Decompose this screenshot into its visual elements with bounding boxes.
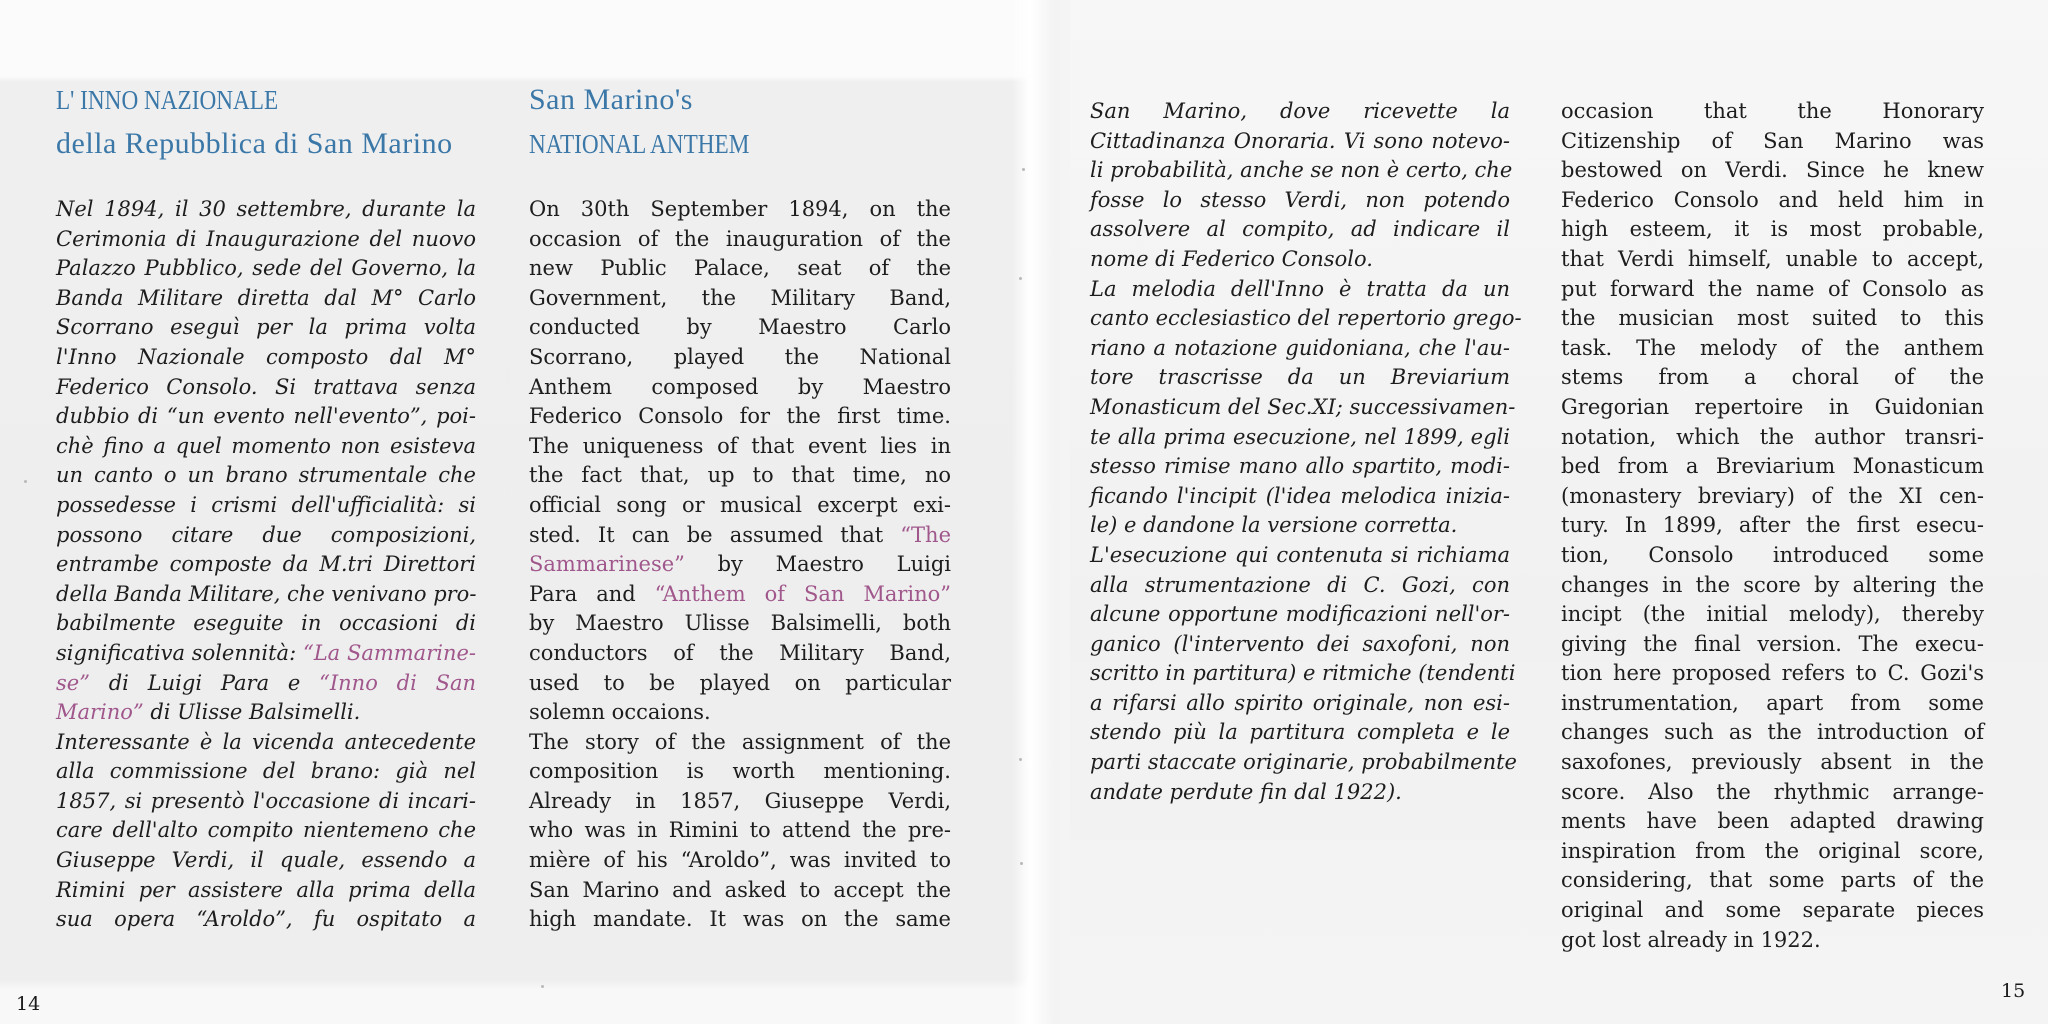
line-text: The uniqueness of that event lies in [529,433,951,458]
text-line [529,846,951,876]
line-text: by Maestro Ulisse Balsimelli, both [529,611,951,636]
line-text: considering, that some parts of the [1561,868,1984,893]
text-line [56,787,476,817]
text-line [529,373,951,403]
text-line [1090,630,1510,660]
text-line [1561,571,1984,601]
line-text: high esteem, it is most probable, [1561,217,1984,242]
text-line [529,432,951,462]
italian-column-2 [1090,97,1522,807]
paper-speck [24,480,27,483]
line-text: official song or musical excerpt exi- [529,492,951,517]
line-text: instrumentation, apart from some [1561,690,1984,715]
line-text: saxofones, previously absent in the [1561,750,1984,775]
line-text: a rifarsi allo spirito originale, non esi- [1090,690,1510,715]
line-text: assolvere al compito, ad indicare il [1090,217,1510,242]
line-text: Cerimonia di Inaugurazione del nuovo [56,226,476,251]
line-text: (monastery breviary) of the XI cen- [1561,483,1984,508]
text-line [1561,334,1984,364]
text-line [1561,156,1984,186]
text-line [1561,304,1984,334]
line-text: stesso rimise mano allo spartito, modi- [1090,454,1510,479]
text-line [56,580,476,610]
text-line [56,757,476,787]
text-line [56,728,476,758]
text-line [1561,186,1984,216]
text-line [529,343,951,373]
text-line [1090,748,1517,778]
line-text: possono citare due composizioni, [56,522,476,547]
line-text: new Public Palace, seat of the [529,256,951,281]
line-text: ficando l'incipit (l'idea melodica inizia- [1090,483,1510,508]
text-line [1090,452,1510,482]
text-line [1090,600,1510,630]
line-text: tion here proposed refers to C. Gozi's [1561,661,1984,686]
english-column-1 [529,195,951,935]
text-line [56,550,476,580]
line-text: original and some separate pieces [1561,898,1984,923]
english-heading [529,78,785,166]
line-text: chè fino a quel momento non esisteva [56,433,476,458]
line-text: alla strumentazione di C. Gozi, con [1090,572,1510,597]
text-line [56,313,476,343]
line-text: ments have been adapted drawing [1561,809,1984,834]
text-line [1090,423,1510,453]
line-text: di Ulisse Balsimelli. [143,700,361,725]
text-line [1090,689,1510,719]
highlighted-title: se” [56,670,90,695]
text-line [1090,511,1510,541]
text-line [1090,541,1510,571]
text-line [529,816,951,846]
line-text: entrambe composte da M.tri Direttori [56,552,476,577]
line-text: stems from a choral of the [1561,365,1984,390]
text-line [529,669,951,699]
text-line [529,195,951,225]
text-line [529,225,951,255]
italian-heading-line1: L' INNO NAZIONALE [56,85,279,115]
line-text: bed from a Breviarium Monasticum [1561,454,1984,479]
line-text: Gregorian repertoire in Guidonian [1561,394,1984,419]
text-line [56,402,476,432]
text-line [1090,571,1510,601]
line-text: put forward the name of Consolo as [1561,276,1984,301]
text-line [1090,97,1510,127]
text-line [529,639,951,669]
text-line [56,461,476,491]
line-text: scritto in partitura) e ritmiche (tendenti [1090,661,1516,686]
highlighted-title: “The [900,522,951,547]
line-text: babilmente eseguite in occasioni di [56,611,476,636]
line-text: Citizenship of San Marino was [1561,128,1984,153]
line-text: score. Also the rhythmic arrange- [1561,779,1984,804]
line-text: notation, which the author transri- [1561,424,1984,449]
line-text: Palazzo Pubblico, sede del Governo, la [56,256,476,281]
line-text: di Luigi Para e [89,670,320,695]
line-text: conducted by Maestro Carlo [529,315,951,340]
text-line [1561,97,1984,127]
line-text: La melodia dell'Inno è tratta da un [1090,276,1510,301]
text-line [1090,245,1510,275]
line-text: high mandate. It was on the same [529,907,951,932]
text-line [1090,393,1516,423]
text-line [1090,186,1510,216]
line-text: Federico Consolo and held him in [1561,187,1984,212]
line-text: Banda Militare diretta dal M° Carlo [56,285,476,310]
text-line [529,580,951,610]
text-line [1561,127,1984,157]
line-text: got lost already in 1922. [1561,927,1821,952]
text-line [1561,896,1984,926]
paper-speck [1019,758,1022,761]
line-text: The story of the assignment of the [529,729,951,754]
line-text: li probabilità, anche se non è certo, che [1090,158,1513,183]
text-line [1561,452,1984,482]
line-text: On 30th September 1894, on the [529,197,951,221]
paper-speck [1022,168,1025,171]
line-text: un canto o un brano strumentale che [56,463,476,488]
line-text: 1857, si presentò l'occasione di incari- [56,788,476,813]
line-text: parti staccate originarie, probabilmente [1090,750,1517,775]
text-line [1090,156,1513,186]
text-line [1561,778,1984,808]
text-line [529,461,951,491]
italian-heading [56,78,453,166]
line-text: Scorrano eseguì per la prima volta [56,315,476,340]
line-text: Already in 1857, Giuseppe Verdi, [529,788,951,813]
line-text: the musician most suited to this [1561,306,1984,331]
text-line [1561,215,1984,245]
text-line [1561,866,1984,896]
line-text: San Marino and asked to accept the [529,877,951,902]
line-text: changes in the score by altering the [1561,572,1984,597]
text-line [1090,304,1522,334]
highlighted-title: “La Sammarine- [302,640,476,665]
highlighted-title: “Inno di San [319,670,477,695]
line-text: nome di Federico Consolo. [1090,246,1373,271]
text-line [1090,718,1510,748]
text-line [1561,630,1984,660]
text-line [529,876,951,906]
line-text: who was in Rimini to attend the pre- [529,818,951,843]
line-text: changes such as the introduction of [1561,720,1984,745]
text-line [1090,778,1510,808]
text-line [529,284,951,314]
italian-heading-line2: della Repubblica di San Marino [56,127,453,160]
text-line [1561,511,1984,541]
text-line [56,254,476,284]
text-line [1561,275,1984,305]
text-line [1090,363,1510,393]
english-heading-line2: NATIONAL ANTHEM [529,129,750,159]
text-line [1090,275,1510,305]
text-line [529,905,951,935]
line-text: the fact that, up to that time, no [529,463,951,488]
text-line [529,402,951,432]
line-text: that Verdi himself, unable to accept, [1561,246,1984,271]
text-line [1561,245,1984,275]
text-line [56,905,476,935]
text-line [529,698,951,728]
line-text: San Marino, dove ricevette la [1090,99,1510,123]
line-text: Scorrano, played the National [529,344,951,369]
line-text: fosse lo stesso Verdi, non potendo [1090,187,1510,212]
line-text: possedesse i crismi dell'ufficialità: si [56,492,476,517]
text-line [1090,215,1510,245]
line-text: sua opera “Aroldo”, fu ospitato a [56,907,476,932]
text-line [1561,718,1984,748]
text-line [529,757,951,787]
text-line [1090,127,1510,157]
text-line [1561,423,1984,453]
line-text: sted. It can be assumed that [529,522,901,547]
text-line [56,284,476,314]
line-text: used to be played on particular [529,670,951,695]
text-line [529,609,951,639]
line-text: solemn occaions. [529,700,711,725]
line-text: Anthem composed by Maestro [529,374,951,399]
text-line [56,698,476,728]
text-line [1561,600,1984,630]
highlighted-title: “Anthem of San Marino” [654,581,952,606]
line-text: Nel 1894, il 30 settembre, durante la [56,197,476,221]
text-line [56,639,476,669]
text-line [1561,482,1984,512]
line-text: Para and [529,581,655,606]
text-line [1561,393,1984,423]
line-text: tion, Consolo introduced some [1561,542,1984,567]
line-text: alla commissione del brano: già nel [56,759,476,784]
text-line [56,225,476,255]
text-line [56,816,476,846]
text-line [529,728,951,758]
line-text: occasion that the Honorary [1561,99,1984,123]
paper-speck [1020,862,1023,865]
line-text: ganico (l'intervento dei saxofoni, non [1090,631,1510,656]
highlighted-title: Sammarinese” [529,552,685,577]
text-line [529,491,951,521]
text-line [56,343,476,373]
line-text: Federico Consolo. Si trattava senza [56,374,476,399]
text-line [1561,659,1984,689]
line-text: significativa solennità: [56,640,303,665]
text-line [56,669,476,699]
text-line [529,787,951,817]
text-line [56,491,476,521]
line-text: bestowed on Verdi. Since he knew [1561,158,1984,183]
line-text: alcune opportune modificazioni nell'or- [1090,602,1510,627]
line-text: occasion of the inauguration of the [529,226,951,251]
paper-speck [1019,277,1022,280]
text-line [1561,807,1984,837]
text-line [1561,363,1984,393]
text-line [56,432,476,462]
text-line [1090,482,1510,512]
english-column-2 [1561,97,1984,955]
highlighted-title: Marino” [56,700,144,725]
text-line [1561,748,1984,778]
line-text: Rimini per assistere alla prima della [56,877,476,902]
line-text: Federico Consolo for the first time. [529,404,951,429]
line-text: by Maestro Luigi [684,552,951,577]
text-line [1561,837,1984,867]
text-line [56,521,476,551]
text-line [56,195,476,225]
line-text: te alla prima esecuzione, nel 1899, egli [1090,424,1510,449]
line-text: L'esecuzione qui contenuta si richiama [1090,542,1510,567]
line-text: le) e dandone la versione corretta. [1090,513,1458,538]
text-line [529,521,951,551]
page-number-left: 14 [16,993,41,1015]
text-line [1561,541,1984,571]
text-line [1561,926,1984,956]
text-line [529,313,951,343]
line-text: Government, the Military Band, [529,285,951,310]
line-text: incipt (the initial melody), thereby [1561,602,1984,627]
text-line [56,609,476,639]
line-text: Giuseppe Verdi, il quale, essendo a [56,848,476,873]
book-gutter [1030,0,1070,1024]
page-number-right: 15 [2001,980,2026,1002]
line-text: l'Inno Nazionale composto dal M° [56,344,476,369]
line-text: task. The melody of the anthem [1561,335,1984,360]
line-text: canto ecclesiastico del repertorio grego- [1090,306,1522,331]
text-line [56,846,476,876]
line-text: stendo più la partitura completa e le [1090,720,1510,745]
line-text: Monasticum del Sec.XI; successivamen- [1090,394,1516,419]
line-text: tore trascrisse da un Breviarium [1090,365,1510,390]
line-text: Interessante è la vicenda antecedente [56,729,476,754]
line-text: riano a notazione guidoniana, che l'au- [1090,335,1510,360]
line-text: inspiration from the original score, [1561,838,1984,863]
text-line [56,876,476,906]
line-text: mière of his “Aroldo”, was invited to [529,848,951,873]
line-text: Cittadinanza Onoraria. Vi sono notevo- [1090,128,1510,153]
text-line [529,550,951,580]
line-text: tury. In 1899, after the first esecu- [1561,513,1984,538]
line-text: giving the final version. The execu- [1561,631,1984,656]
paper-speck [541,985,544,988]
text-line [1090,334,1510,364]
line-text: care dell'alto compito nientemeno che [56,818,476,843]
line-text: della Banda Militare, che venivano pro- [56,581,477,606]
line-text: andate perdute fin dal 1922). [1090,779,1402,804]
text-line [56,373,476,403]
text-line [1561,689,1984,719]
text-line [1090,659,1516,689]
line-text: conductors of the Military Band, [529,640,951,665]
line-text: dubbio di “un evento nell'evento”, poi- [56,404,476,429]
italian-column-1 [56,195,476,935]
english-heading-line1: San Marino's [529,83,693,116]
text-line [529,254,951,284]
line-text: composition is worth mentioning. [529,759,951,784]
